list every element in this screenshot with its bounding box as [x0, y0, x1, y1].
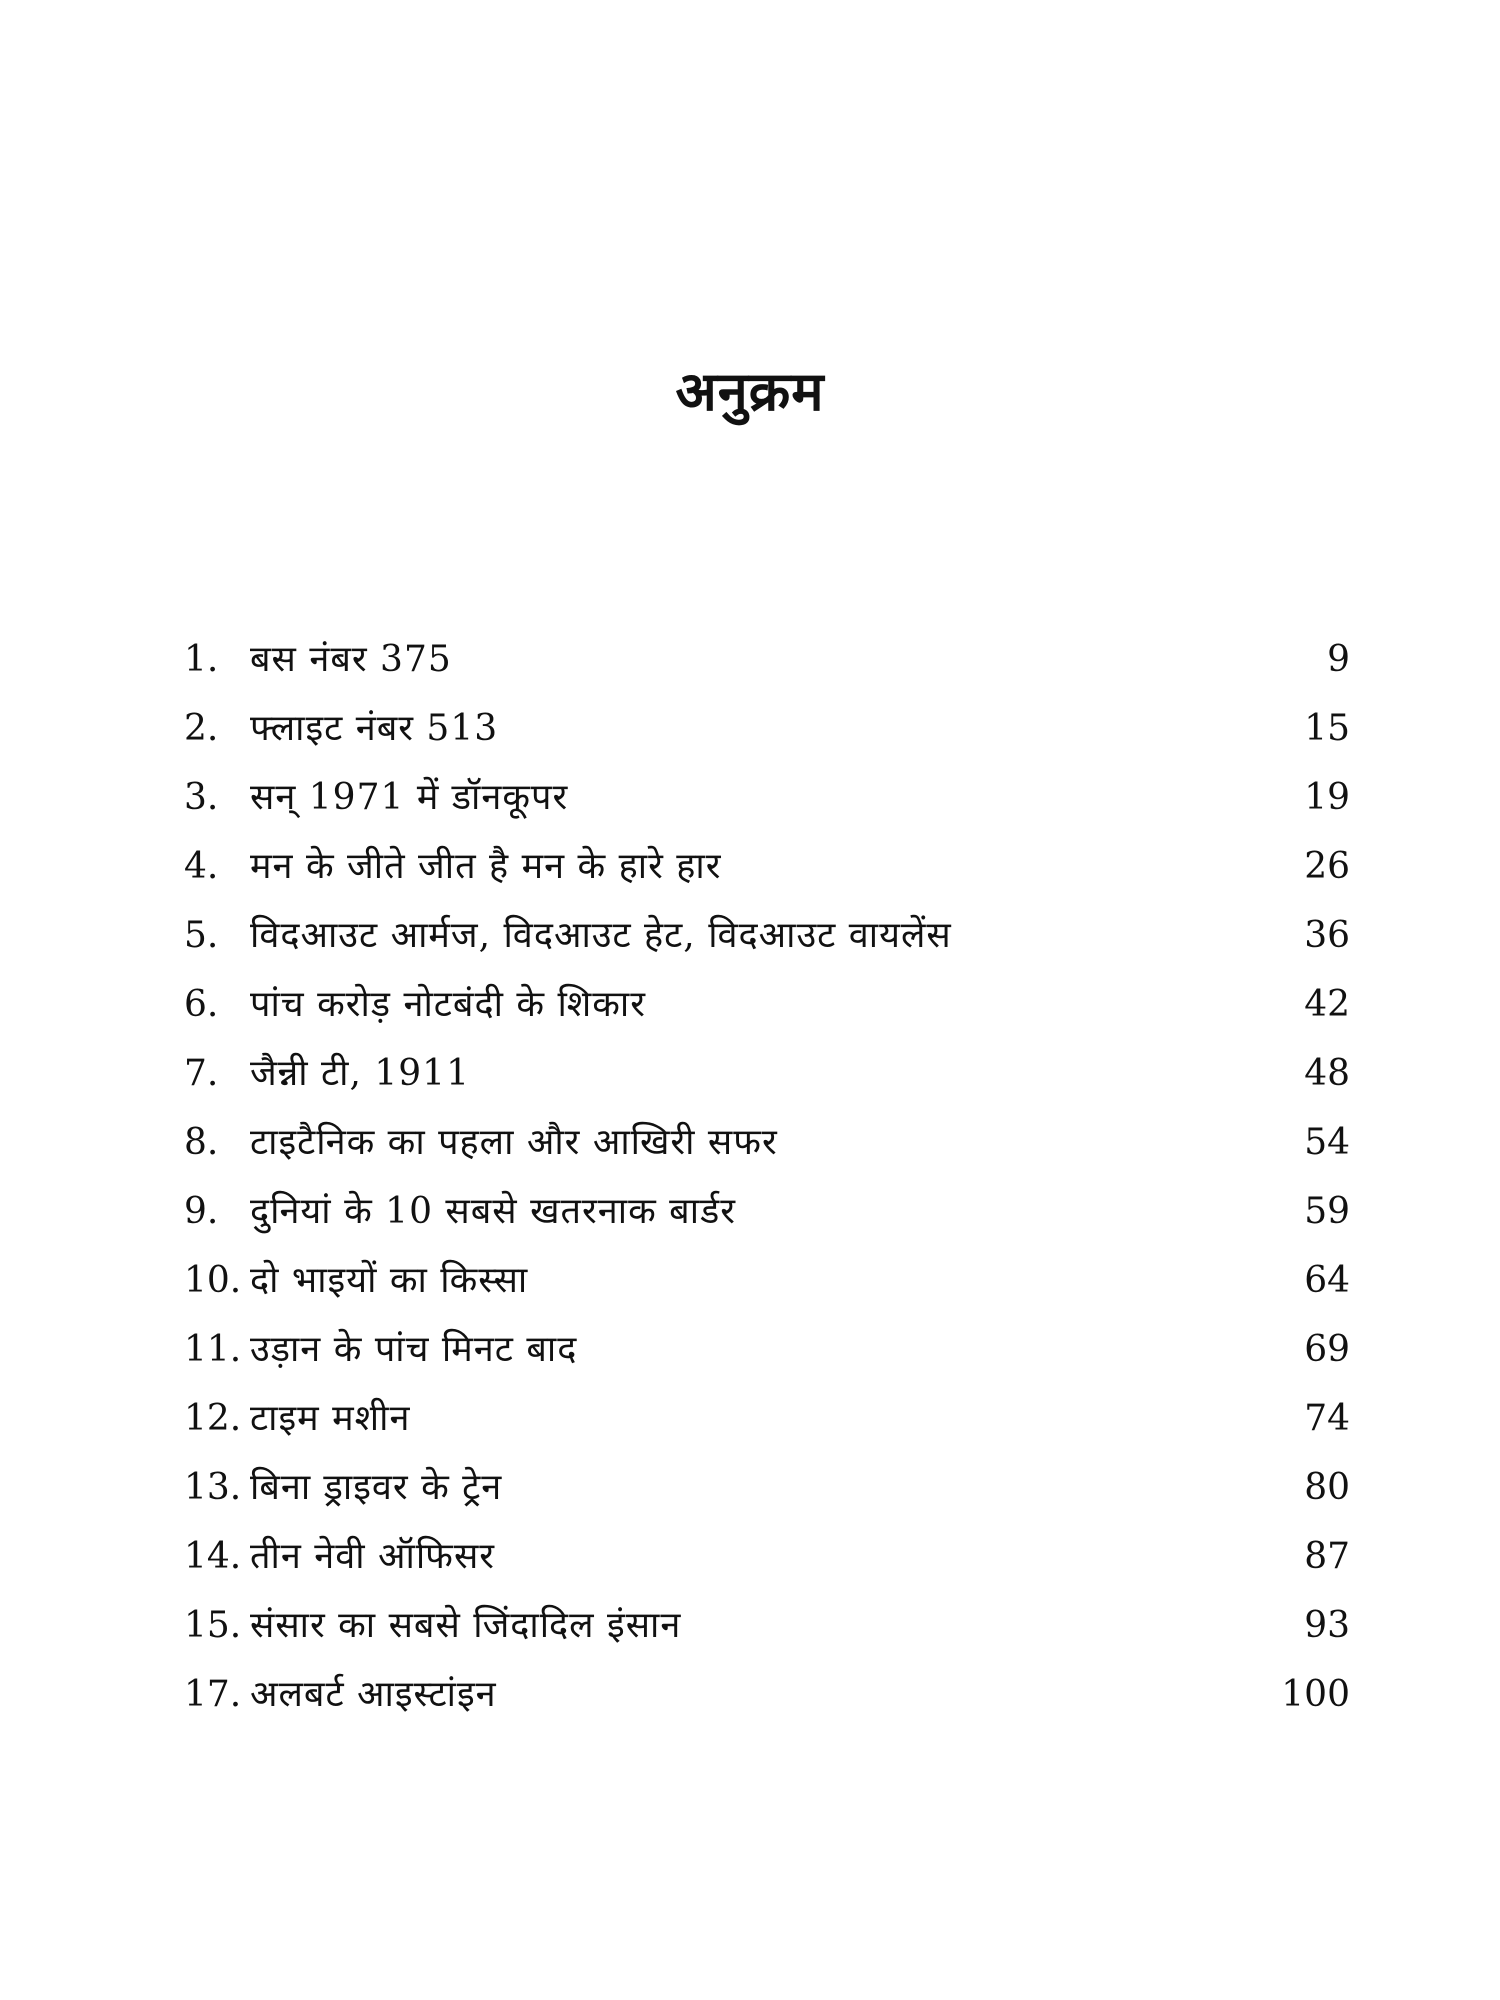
- toc-entry: [0, 1320, 1500, 1389]
- table-of-contents: [0, 630, 1500, 1734]
- toc-entry-page: 26: [1304, 846, 1350, 887]
- toc-entry: [0, 975, 1500, 1044]
- toc-entry-number: 8.: [184, 1122, 219, 1163]
- toc-entry-title: पांच करोड़ नोटबंदी के शिकार: [250, 984, 646, 1025]
- toc-entry-title: दुनियां के 10 सबसे खतरनाक बार्डर: [250, 1191, 737, 1232]
- toc-entry-title: अलबर्ट आइस्टांइन: [250, 1674, 497, 1715]
- toc-entry: [0, 1044, 1500, 1113]
- toc-entry-page: 74: [1304, 1398, 1350, 1439]
- toc-entry-title: मन के जीते जीत है मन के हारे हार: [250, 846, 722, 887]
- toc-entry-page: 80: [1304, 1467, 1350, 1508]
- toc-entry: [0, 768, 1500, 837]
- toc-entry-number: 12.: [184, 1398, 242, 1439]
- toc-entry-page: 87: [1304, 1536, 1350, 1577]
- toc-entry: [0, 837, 1500, 906]
- toc-entry-number: 5.: [184, 915, 219, 956]
- toc-entry: [0, 1113, 1500, 1182]
- toc-entry-number: 4.: [184, 846, 219, 887]
- toc-entry-title: टाइटैनिक का पहला और आखिरी सफर: [250, 1122, 778, 1163]
- toc-entry: [0, 1458, 1500, 1527]
- toc-entry-page: 69: [1304, 1329, 1350, 1370]
- toc-entry-title: संसार का सबसे जिंदादिल इंसान: [250, 1605, 682, 1646]
- toc-entry-title: सन् 1971 में डॉनकूपर: [250, 777, 569, 818]
- toc-entry-page: 54: [1304, 1122, 1350, 1163]
- toc-entry: [0, 906, 1500, 975]
- toc-entry-page: 59: [1304, 1191, 1350, 1232]
- toc-entry-title: फ्लाइट नंबर 513: [250, 708, 499, 749]
- page-title: अनुक्रम: [675, 359, 825, 423]
- toc-entry-title: जैन्नी टी, 1911: [250, 1053, 470, 1094]
- toc-entry: [0, 1182, 1500, 1251]
- toc-entry: [0, 1665, 1500, 1734]
- toc-entry-page: 42: [1304, 984, 1350, 1025]
- toc-entry-number: 17.: [184, 1674, 242, 1715]
- toc-entry-page: 48: [1304, 1053, 1350, 1094]
- toc-entry-page: 19: [1304, 777, 1350, 818]
- toc-entry: [0, 630, 1500, 699]
- toc-entry: [0, 1596, 1500, 1665]
- toc-entry: [0, 699, 1500, 768]
- toc-entry-number: 6.: [184, 984, 219, 1025]
- toc-entry-number: 3.: [184, 777, 219, 818]
- toc-entry-number: 11.: [184, 1329, 242, 1370]
- toc-entry-number: 13.: [184, 1467, 242, 1508]
- toc-entry-title: टाइम मशीन: [250, 1398, 411, 1439]
- toc-entry-page: 64: [1304, 1260, 1350, 1301]
- toc-entry-number: 14.: [184, 1536, 242, 1577]
- toc-entry-page: 100: [1281, 1674, 1350, 1715]
- toc-entry-number: 9.: [184, 1191, 219, 1232]
- toc-entry: [0, 1251, 1500, 1320]
- toc-entry-title: बस नंबर 375: [250, 639, 452, 680]
- toc-entry-number: 1.: [184, 639, 219, 680]
- toc-entry-page: 93: [1304, 1605, 1350, 1646]
- toc-entry: [0, 1389, 1500, 1458]
- toc-entry-title: तीन नेवी ऑफिसर: [250, 1536, 495, 1577]
- toc-entry-number: 15.: [184, 1605, 242, 1646]
- toc-entry-page: 15: [1304, 708, 1350, 749]
- toc-entry: [0, 1527, 1500, 1596]
- toc-entry-page: 36: [1304, 915, 1350, 956]
- toc-entry-number: 7.: [184, 1053, 219, 1094]
- toc-entry-title: विदआउट आर्मज, विदआउट हेट, विदआउट वायलेंस: [250, 915, 952, 956]
- toc-entry-number: 10.: [184, 1260, 242, 1301]
- toc-entry-page: 9: [1327, 639, 1350, 680]
- toc-entry-number: 2.: [184, 708, 219, 749]
- toc-entry-title: बिना ड्राइवर के ट्रेन: [250, 1467, 503, 1508]
- toc-entry-title: दो भाइयों का किस्सा: [250, 1260, 529, 1301]
- toc-entry-title: उड़ान के पांच मिनट बाद: [250, 1329, 578, 1370]
